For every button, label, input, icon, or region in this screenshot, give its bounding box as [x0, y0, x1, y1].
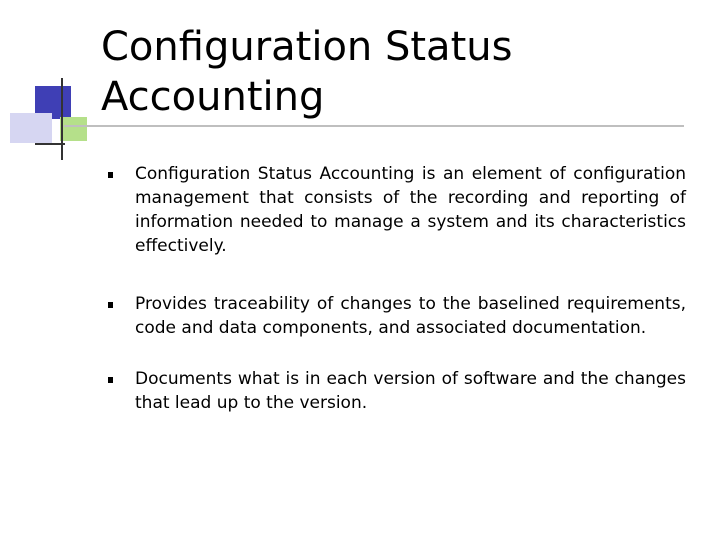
title-underline	[64, 125, 684, 127]
bullet-item	[108, 292, 686, 340]
decor-square-green	[60, 117, 87, 141]
bullet-text: Configuration Status Accounting is an element of configuration management that consists of the recording and reporting of information needed to manage a system and its characteristics effectively.	[135, 164, 686, 256]
decor-square-lavender	[10, 113, 52, 143]
decor-vertical-line	[61, 78, 63, 160]
bullet-text: Documents what is in each version of software and the changes that lead up to the version.	[135, 369, 686, 413]
bullet-text: Provides traceability of changes to the baselined requirements, code and data components, and associated documentation.	[135, 294, 686, 338]
square-bullet-icon	[108, 302, 113, 308]
square-bullet-icon	[108, 172, 113, 178]
square-bullet-icon	[108, 377, 113, 383]
slide-title: Configuration Status Accounting	[101, 24, 513, 120]
bullet-list	[108, 162, 686, 449]
bullet-item	[108, 162, 686, 258]
decor-short-line	[35, 143, 65, 145]
bullet-item	[108, 367, 686, 415]
